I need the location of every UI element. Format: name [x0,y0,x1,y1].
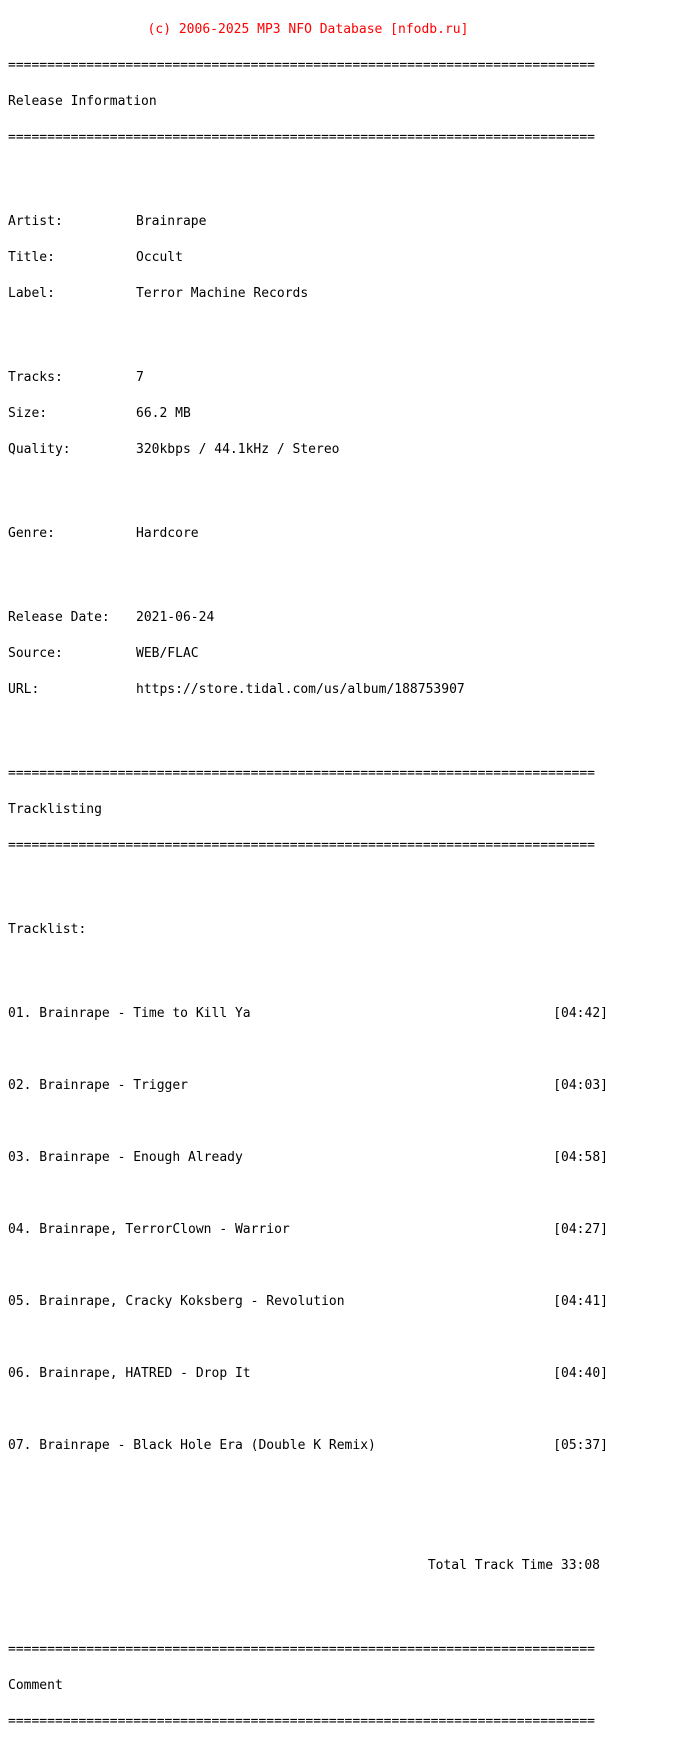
spacer [8,480,608,492]
track-row [8,1224,608,1236]
info-key: Genre: [8,526,55,541]
info-row-quality [8,444,608,456]
source-value: WEB/FLAC [136,646,199,661]
spacer [8,1596,608,1608]
size-value: 66.2 MB [136,406,191,421]
info-row-tracks [8,372,608,384]
spacer [8,960,608,972]
total-track-time: Total Track Time 33:08 [427,1558,600,1573]
spacer [8,876,608,888]
quality-value: 320kbps / 44.1kHz / Stereo [136,442,340,457]
info-key: URL: [8,682,40,697]
track-time: [04:58] [553,1150,608,1165]
track-title: 07. Brainrape - Black Hole Era (Double K Remix) [8,1438,376,1453]
info-row-artist [8,216,608,228]
spacer [8,1512,608,1524]
info-key: Size: [8,406,48,421]
section-title-tracklisting: Tracklisting [8,802,102,817]
info-key: Artist: [8,214,63,229]
info-key: Title: [8,250,55,265]
divider: =========================================================================== [8,130,595,145]
track-title: 05. Brainrape, Cracky Koksberg - Revolution [8,1294,345,1309]
info-row-source [8,648,608,660]
spacer [8,1332,608,1344]
divider: =========================================================================== [8,1714,595,1729]
section-title-comment: Comment [8,1678,63,1693]
info-row-size [8,408,608,420]
section-title-release: Release Information [8,94,157,109]
info-key: Quality: [8,442,71,457]
info-row-genre [8,528,608,540]
spacer [8,1476,608,1488]
genre-value: Hardcore [136,526,199,541]
track-row [8,1296,608,1308]
info-row-label [8,288,608,300]
divider: =========================================================================== [8,1642,595,1657]
track-time: [04:03] [553,1078,608,1093]
track-title: 04. Brainrape, TerrorClown - Warrior [8,1222,290,1237]
artist-value: Brainrape [136,214,207,229]
info-key: Tracks: [8,370,63,385]
tracklist-heading: Tracklist: [8,922,87,937]
nfo-document [8,0,608,1740]
title-value: Occult [136,250,183,265]
track-row [8,1152,608,1164]
info-row-release-date [8,612,608,624]
spacer [8,1188,608,1200]
label-value: Terror Machine Records [136,286,309,301]
info-key: Label: [8,286,55,301]
info-key: Source: [8,646,63,661]
divider: =========================================================================== [8,838,595,853]
info-row-title [8,252,608,264]
spacer [8,324,608,336]
info-key: Release Date: [8,610,110,625]
track-row [8,1080,608,1092]
site-header: (c) 2006-2025 MP3 NFO Database [nfodb.ru] [147,22,469,37]
track-time: [04:27] [553,1222,608,1237]
url-value: https://store.tidal.com/us/album/188753907 [136,682,465,697]
divider: =========================================================================== [8,58,595,73]
track-title: 01. Brainrape - Time to Kill Ya [8,1006,251,1021]
track-time: [04:41] [553,1294,608,1309]
spacer [8,168,608,180]
track-row [8,1440,608,1452]
track-row [8,1008,608,1020]
track-time: [04:42] [553,1006,608,1021]
release-date-value: 2021-06-24 [136,610,215,625]
spacer [8,1044,608,1056]
track-title: 06. Brainrape, HATRED - Drop It [8,1366,251,1381]
track-row [8,1368,608,1380]
spacer [8,1260,608,1272]
spacer [8,564,608,576]
spacer [8,1116,608,1128]
info-row-url [8,684,608,696]
track-title: 03. Brainrape - Enough Already [8,1150,243,1165]
spacer [8,720,608,732]
track-time: [04:40] [553,1366,608,1381]
track-title: 02. Brainrape - Trigger [8,1078,189,1093]
track-time: [05:37] [553,1438,608,1453]
spacer [8,1404,608,1416]
tracks-value: 7 [136,370,144,385]
divider: =========================================================================== [8,766,595,781]
